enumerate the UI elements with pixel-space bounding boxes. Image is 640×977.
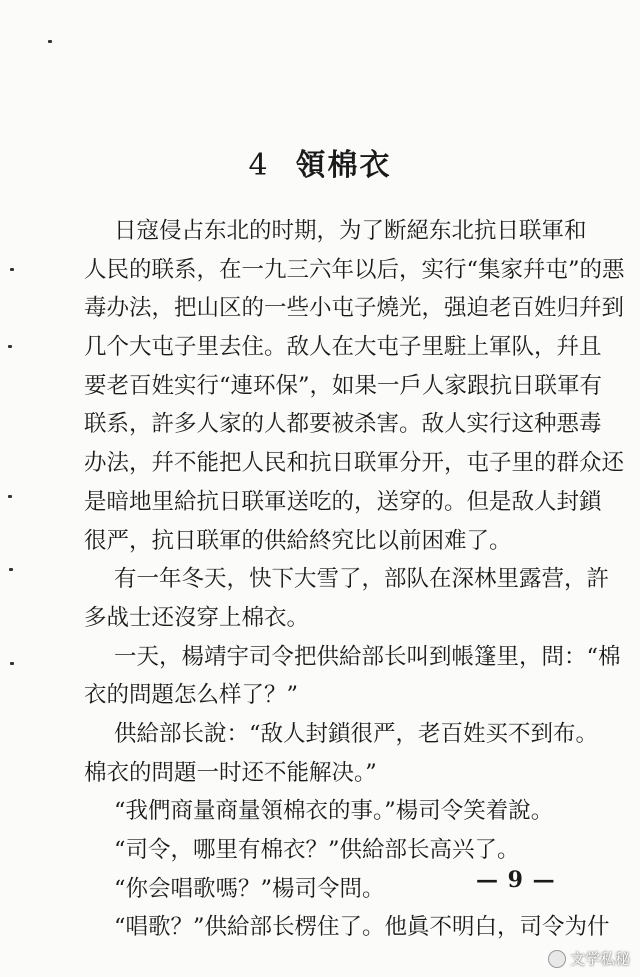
text-line: “司令，哪里有棉衣？”供給部长高兴了。 (114, 837, 520, 863)
text-line: 几个大屯子里去住。敌人在大屯子里駐上軍队，幷且 (84, 334, 602, 361)
text-line: “你会唱歌嗎？”楊司令問。 (114, 875, 385, 902)
text-line: 多战士还沒穿上棉衣。 (84, 604, 310, 631)
text-line: 毒办法，把山区的一些小屯子燒光，强迫老百姓归幷到 (84, 295, 625, 322)
text-line: 很严，抗日联軍的供給終究比以前困难了。 (84, 527, 512, 554)
text-line: 联系，許多人家的人都要被杀害。敌人实行这种悪毒 (84, 411, 602, 438)
body-text (84, 212, 625, 947)
text-line: 棉衣的問題一时还不能解决。” (84, 759, 377, 786)
chapter-number: 4 (248, 148, 270, 183)
watermark (548, 948, 630, 969)
text-line: 供給部长說：“敌人封鎖很严，老百姓买不到布。 (114, 720, 599, 747)
text-line: “唱歌？”供給部长楞住了。他眞不明白，司令为什 (114, 914, 610, 941)
watermark-text: 文学私秘 (569, 950, 630, 968)
text-line: 一天，楊靖宇司令把供給部长叫到帳篷里，問：“棉 (114, 643, 621, 670)
scan-speck (10, 662, 14, 665)
chapter-name: 領棉衣 (295, 148, 392, 183)
text-line: 要老百姓实行“連环保”，如果一戶人家跟抗日联軍有 (84, 372, 603, 399)
chapter-title (0, 140, 640, 184)
text-line: 办法，幷不能把人民和抗日联軍分开，屯子里的群众还 (84, 450, 625, 477)
scan-speck (48, 40, 52, 43)
scan-speck (10, 268, 14, 271)
watermark-logo-icon (548, 950, 566, 968)
text-line: 衣的問題怎么样了？” (84, 682, 299, 709)
text-line: 有一年冬天，快下大雪了，部队在深林里露营，許 (114, 566, 610, 593)
text-line: “我們商量商量領棉衣的事。”楊司令笑着說。 (114, 798, 554, 825)
scan-speck (9, 568, 13, 571)
scan-speck (8, 495, 12, 498)
text-line: 日寇侵占东北的时期，为了断絕东北抗日联軍和 (114, 218, 587, 244)
text-line: 人民的联系，在一九三六年以后，实行“集家幷屯”的悪 (84, 256, 625, 283)
text-line: 是暗地里給抗日联軍送吃的，送穿的。但是敌人封鎖 (84, 488, 602, 515)
scan-speck (8, 345, 12, 348)
page-number: — 9 — (476, 867, 556, 893)
